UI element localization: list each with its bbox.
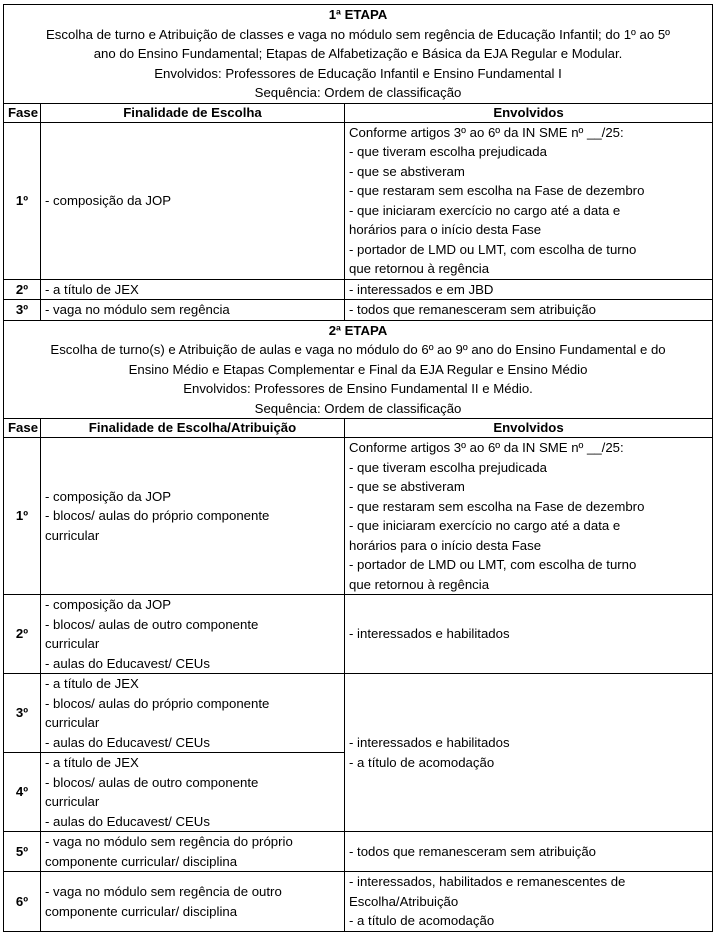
finalidade-line: - aulas do Educavest/ CEUs xyxy=(45,813,210,829)
finalidade-line: curricular xyxy=(45,794,100,809)
etapa2-col-envolvidos-header: Envolvidos xyxy=(345,419,713,438)
etapa1-row xyxy=(4,300,713,321)
finalidade-line: - vaga no módulo sem regência do próprio xyxy=(45,834,293,849)
etapa1-title: 1ª ETAPA xyxy=(328,7,388,22)
etapa2-desc-line: Ensino Médio e Etapas Complementar e Final da EJA Regular e Ensino Médio xyxy=(128,361,588,377)
envolvidos-cell xyxy=(345,438,713,595)
etapa1-envolvidos: Envolvidos: Professores de Educação Infantil e Ensino Fundamental I xyxy=(154,65,562,81)
fase-number: 2º xyxy=(4,595,41,674)
etapa1-col-finalidade-header: Finalidade de Escolha xyxy=(41,103,345,122)
envolvidos-line: - interessados e em JBD xyxy=(349,281,494,297)
finalidade-cell xyxy=(41,832,345,872)
envolvidos-line: - que iniciaram exercício no cargo até a data e xyxy=(349,202,621,218)
fase-number: 4º xyxy=(4,753,41,832)
finalidade-line: - vaga no módulo sem regência xyxy=(45,302,230,317)
finalidade-cell xyxy=(41,438,345,595)
fase-number: 1º xyxy=(4,438,41,595)
envolvidos-line: que retornou à regência xyxy=(349,576,490,592)
envolvidos-line: Conforme artigos 3º ao 6º da IN SME nº __/25: xyxy=(349,440,624,455)
etapa1-col-fase-header: Fase xyxy=(4,103,41,122)
finalidade-line: - blocos/ aulas de outro componente xyxy=(45,616,259,632)
envolvidos-line: - que tiveram escolha prejudicada xyxy=(349,459,547,475)
etapa2-col-fase-header: Fase xyxy=(4,419,41,438)
finalidade-line: - composição da JOP xyxy=(45,192,172,208)
envolvidos-line: que retornou à regência xyxy=(349,261,490,276)
envolvidos-line: - que se abstiveram xyxy=(349,479,465,494)
fase-number: 1º xyxy=(4,122,41,279)
etapa1-header xyxy=(4,5,713,104)
envolvidos-line: horários para o início desta Fase xyxy=(349,222,542,237)
envolvidos-cell xyxy=(345,300,713,321)
envolvidos-line: - interessados e habilitados xyxy=(349,626,510,642)
finalidade-line: curricular xyxy=(45,527,100,543)
finalidade-line: - blocos/ aulas do próprio componente xyxy=(45,508,270,524)
envolvidos-line: - que restaram sem escolha na Fase de dezembro xyxy=(349,183,645,198)
etapa2-row xyxy=(4,595,713,674)
etapa2-sequencia: Sequência: Ordem de classificação xyxy=(254,400,462,416)
envolvidos-cell xyxy=(345,674,713,832)
envolvidos-cell xyxy=(345,122,713,279)
finalidade-line: curricular xyxy=(45,636,100,651)
etapa1-sequencia: Sequência: Ordem de classificação xyxy=(254,85,462,100)
etapa2-row xyxy=(4,438,713,595)
envolvidos-line: - que iniciaram exercício no cargo até a data e xyxy=(349,518,621,533)
envolvidos-line: - a título de acomodação xyxy=(349,913,495,929)
envolvidos-cell xyxy=(345,872,713,932)
finalidade-cell xyxy=(41,122,345,279)
finalidade-line: - aulas do Educavest/ CEUs xyxy=(45,734,210,750)
envolvidos-line: - que restaram sem escolha na Fase de dezembro xyxy=(349,498,645,514)
finalidade-line: - blocos/ aulas do próprio componente xyxy=(45,695,270,711)
finalidade-line: curricular xyxy=(45,715,100,730)
fase-number: 3º xyxy=(4,674,41,753)
envolvidos-cell xyxy=(345,595,713,674)
finalidade-cell xyxy=(41,872,345,932)
etapa2-row xyxy=(4,674,713,753)
envolvidos-line: - portador de LMD ou LMT, com escolha de turno xyxy=(349,241,637,257)
etapa2-envolvidos: Envolvidos: Professores de Ensino Fundamental II e Médio. xyxy=(183,381,533,396)
fase-number: 6º xyxy=(4,872,41,932)
envolvidos-cell xyxy=(345,279,713,300)
finalidade-line: componente curricular/ disciplina xyxy=(45,903,238,919)
fase-number: 3º xyxy=(4,300,41,321)
envolvidos-line: - interessados e habilitados xyxy=(349,735,510,750)
etapa2-header xyxy=(4,320,713,419)
finalidade-line: componente curricular/ disciplina xyxy=(45,853,238,869)
etapa2-row xyxy=(4,832,713,872)
envolvidos-line: Conforme artigos 3º ao 6º da IN SME nº __/25: xyxy=(349,124,624,140)
envolvidos-line: Escolha/Atribuição xyxy=(349,893,459,909)
etapa2-row xyxy=(4,872,713,932)
envolvidos-line: - a título de acomodação xyxy=(349,754,495,770)
envolvidos-cell xyxy=(345,832,713,872)
etapa1-col-envolvidos-header: Envolvidos xyxy=(345,103,713,122)
finalidade-cell xyxy=(41,674,345,753)
etapas-table xyxy=(3,4,713,932)
envolvidos-line: - todos que remanesceram sem atribuição xyxy=(349,302,597,317)
envolvidos-line: - que se abstiveram xyxy=(349,163,465,179)
fase-number: 2º xyxy=(4,279,41,300)
finalidade-line: - blocos/ aulas de outro componente xyxy=(45,774,259,790)
envolvidos-line: - que tiveram escolha prejudicada xyxy=(349,144,547,159)
etapa2-desc-line: Escolha de turno(s) e Atribuição de aulas e vaga no módulo do 6º ao 9º ano do Ensino Fundamental e do xyxy=(50,342,666,357)
envolvidos-line: - todos que remanesceram sem atribuição xyxy=(349,843,597,859)
envolvidos-line: horários para o início desta Fase xyxy=(349,537,542,553)
etapa1-row xyxy=(4,279,713,300)
finalidade-line: - vaga no módulo sem regência de outro xyxy=(45,884,282,899)
envolvidos-line: - portador de LMD ou LMT, com escolha de turno xyxy=(349,557,637,572)
finalidade-cell xyxy=(41,300,345,321)
fase-number: 5º xyxy=(4,832,41,872)
finalidade-cell xyxy=(41,279,345,300)
envolvidos-line: - interessados, habilitados e remanescentes de xyxy=(349,874,626,890)
etapa2-title: 2ª ETAPA xyxy=(328,322,388,338)
etapa1-row xyxy=(4,122,713,279)
finalidade-line: - aulas do Educavest/ CEUs xyxy=(45,655,210,671)
finalidade-line: - a título de JEX xyxy=(45,281,139,297)
finalidade-line: - composição da JOP xyxy=(45,597,172,612)
etapa1-desc-line: ano do Ensino Fundamental; Etapas de Alfabetização e Básica da EJA Regular e Modular. xyxy=(93,46,623,61)
finalidade-line: - a título de JEX xyxy=(45,676,139,691)
finalidade-cell xyxy=(41,595,345,674)
finalidade-line: - composição da JOP xyxy=(45,488,172,504)
etapa1-desc-line: Escolha de turno e Atribuição de classes e vaga no módulo sem regência de Educação Infantil; do 1º ao 5º xyxy=(46,26,670,42)
finalidade-cell xyxy=(41,753,345,832)
finalidade-line: - a título de JEX xyxy=(45,755,139,770)
etapa2-col-finalidade-header: Finalidade de Escolha/Atribuição xyxy=(41,419,345,438)
